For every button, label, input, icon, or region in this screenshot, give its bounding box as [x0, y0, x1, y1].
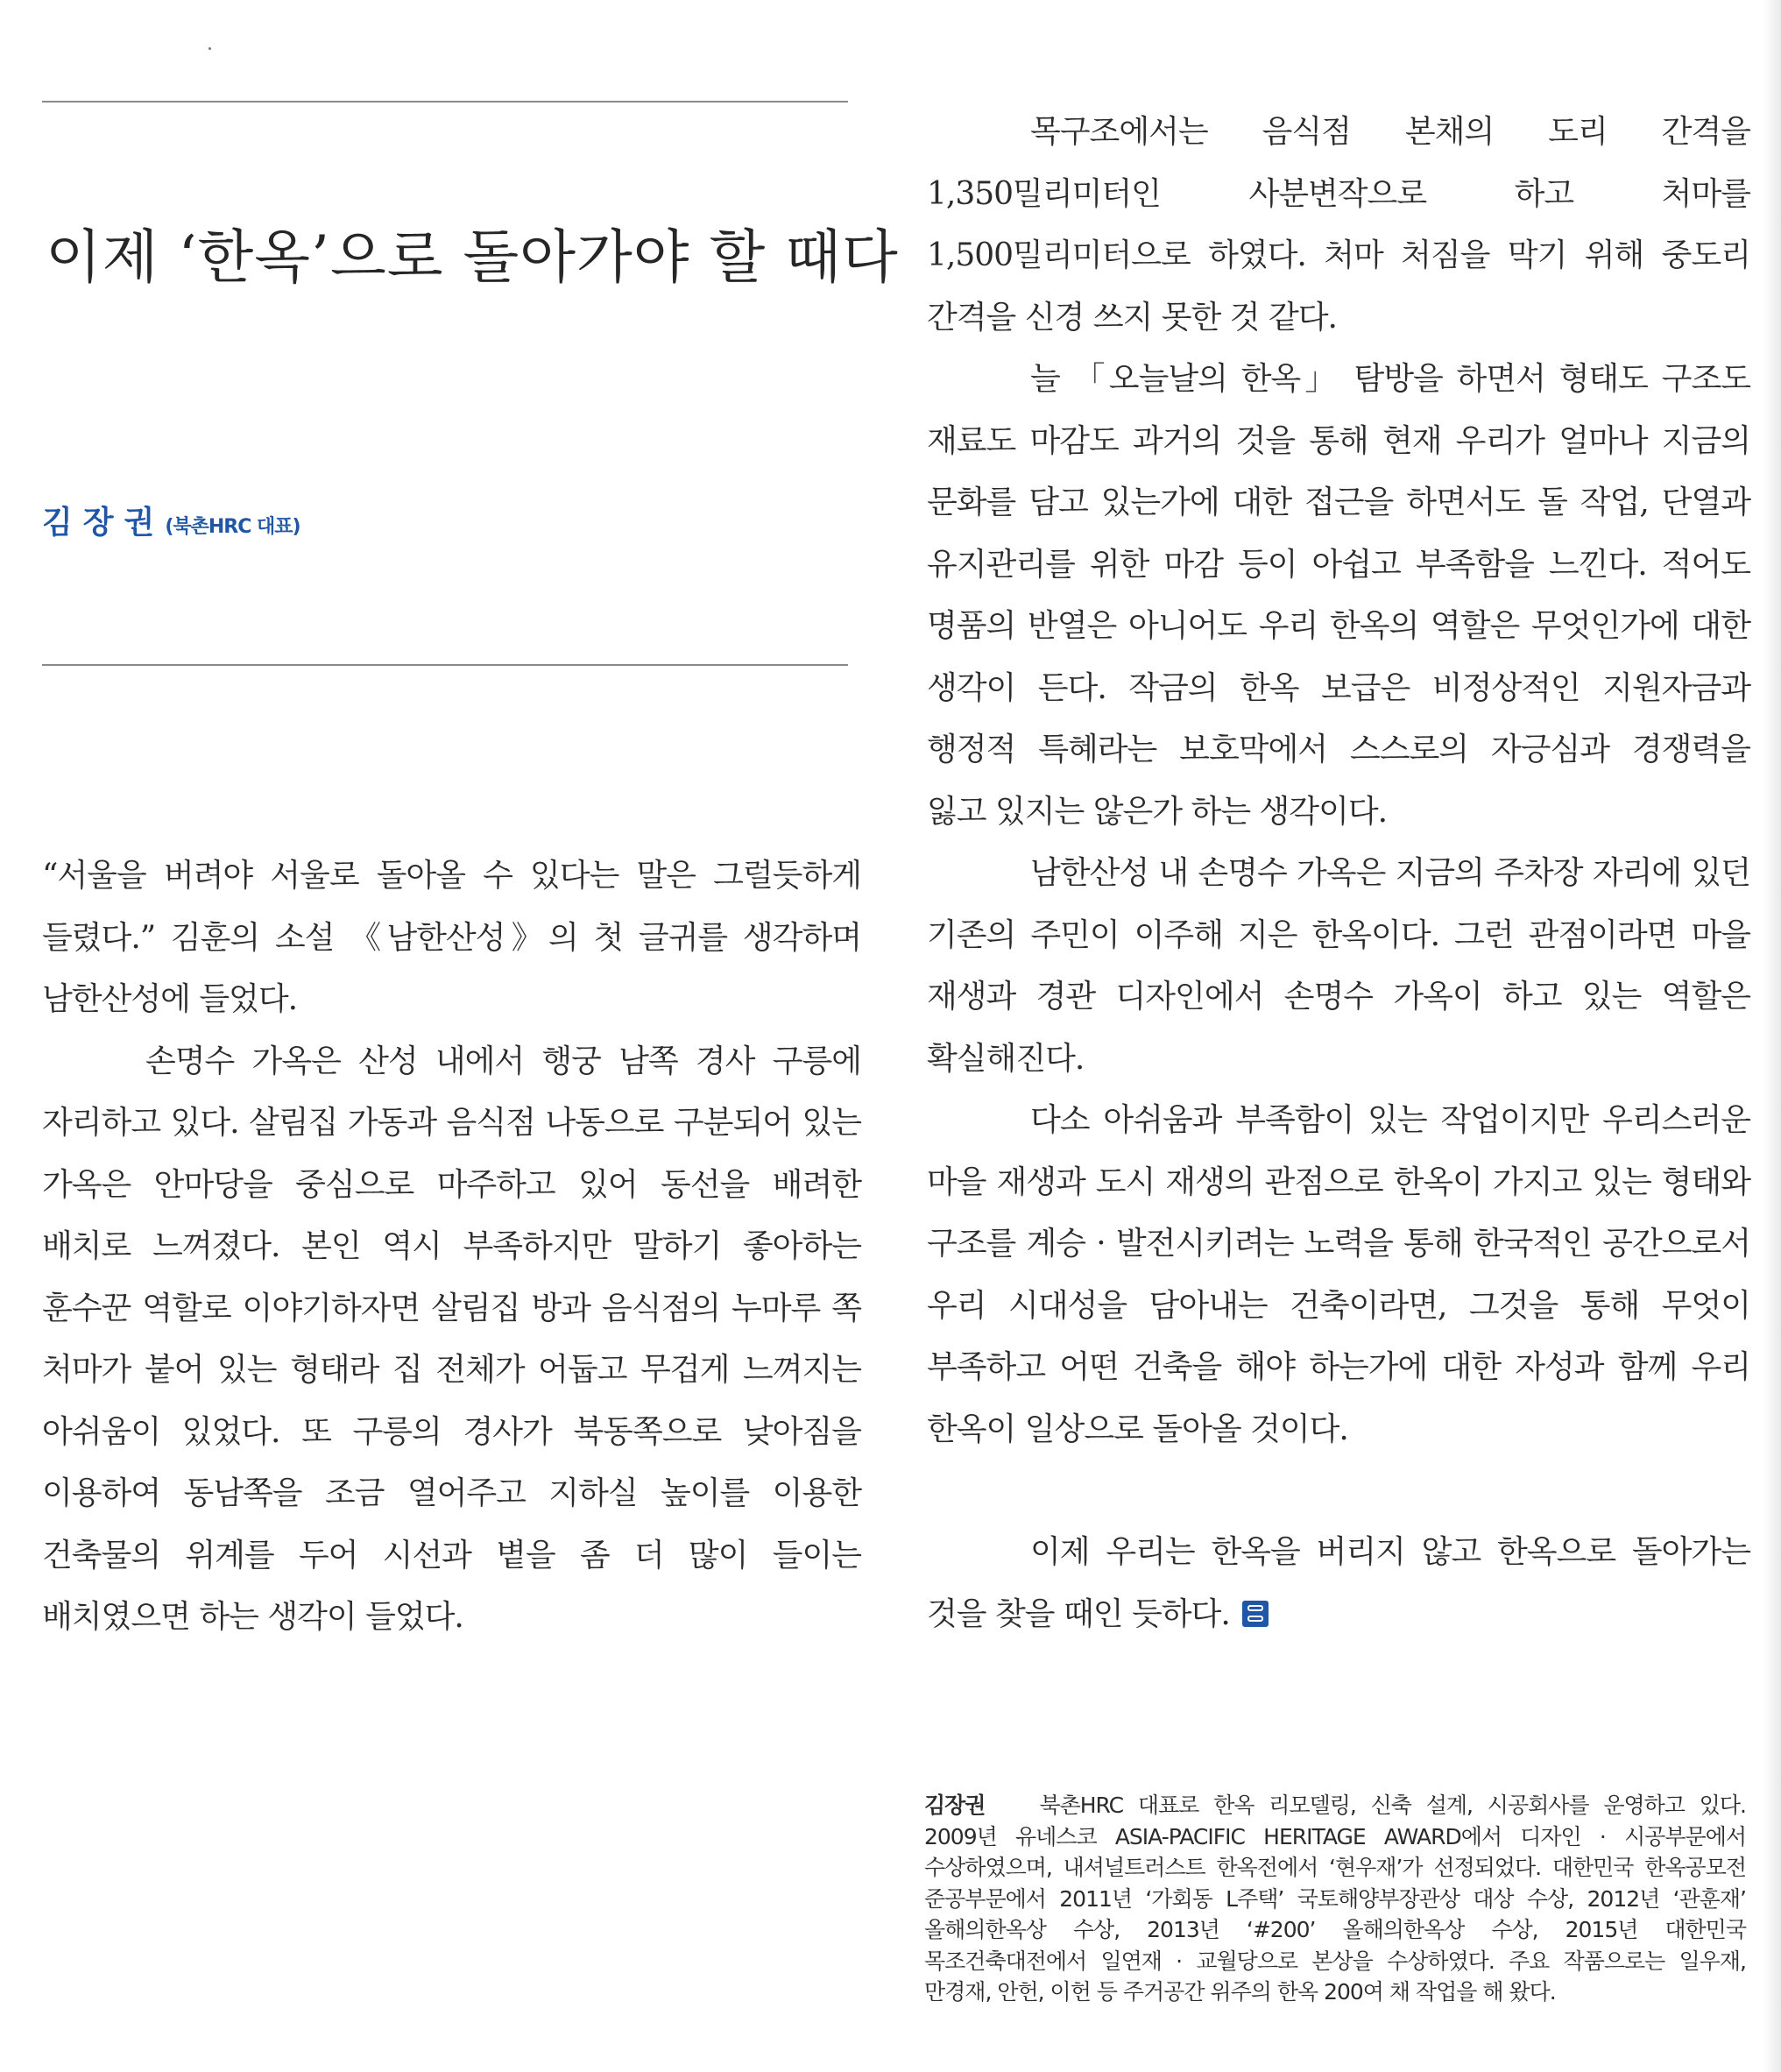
body-paragraph: “서울을 버려야 서울로 돌아올 수 있다는 말은 그럴듯하게 들렸다.” 김훈의 소설 《남한산성》의 첫 글귀를 생각하며 남한산성에 들었다. — [42, 858, 861, 1017]
body-paragraph: 다소 아쉬움과 부족함이 있는 작업이지만 우리스러운 마을 재생과 도시 재생의 관점으로 한옥이 가지고 있는 형태와 구조를 계승 · 발전시키려는 노력을 통해 한국적인 공간으로서 우리 시대성을 담아내는 건축이라면, 그것을 통해 무엇이 부족하고 어떤 건축을 해야 하는가에 대한 자성과 함께 우리 한옥이 일상으로 돌아올 것이다. — [927, 1102, 1750, 1447]
title-rule-top — [42, 101, 848, 103]
author-role: (북촌HRC 대표) — [165, 516, 300, 538]
hanok-end-mark-icon — [1242, 1601, 1269, 1627]
byline — [42, 498, 300, 542]
author-bio — [924, 1790, 1746, 2008]
body-paragraph: 목구조에서는 음식점 본채의 도리 간격을 1,350밀리미터인 사분변작으로 하고 처마를 1,500밀리미터으로 하였다. 처마 처짐을 막기 위해 중도리 간격을 신경 쓰지 못한 것 같다. — [927, 114, 1750, 336]
closing-paragraph — [927, 1522, 1750, 1645]
body-paragraph: 남한산성 내 손명수 가옥은 지금의 주차장 자리에 있던 기존의 주민이 이주해 지은 한옥이다. 그런 관점이라면 마을 재생과 경관 디자인에서 손명수 가옥이 하고 있는 역할은 확실해진다. — [927, 855, 1750, 1077]
paragraph-gap — [927, 1460, 1750, 1522]
left-column — [42, 845, 861, 1649]
body-paragraph: 손명수 가옥은 산성 내에서 행궁 남쪽 경사 구릉에 자리하고 있다. 살림집 가동과 음식점 나동으로 구분되어 있는 가옥은 안마당을 중심으로 마주하고 있어 동선을 배려한 배치로 느껴졌다. 본인 역시 부족하지만 말하기 좋아하는 훈수꾼 역할로 이야기하자면 살림집 방과 음식점의 누마루 쪽 처마가 붙어 있는 형태라 집 전체가 어둡고 무겁게 느껴지는 아쉬움이 있었다. 또 구릉의 경사가 북동쪽으로 낮아짐을 이용하여 동남쪽을 조금 열어주고 지하실 높이를 이용한 건축물의 위계를 두어 시선과 볕을 좀 더 많이 들이는 배치였으면 하는 생각이 들었다. — [42, 1043, 861, 1635]
body-paragraph: 늘 「오늘날의 한옥」 탐방을 하면서 형태도 구조도 재료도 마감도 과거의 것을 통해 현재 우리가 얼마나 지금의 문화를 담고 있는가에 대한 접근을 하면서도 돌 작업, 단열과 유지관리를 위한 마감 등이 아쉽고 부족함을 느낀다. 적어도 명품의 반열은 아니어도 우리 한옥의 역할은 무엇인가에 대한 생각이 든다. 작금의 한옥 보급은 비정상적인 지원자금과 행정적 특혜라는 보호막에서 스스로의 자긍심과 경쟁력을 잃고 있지는 않은가 하는 생각이다. — [927, 361, 1750, 830]
closing-text: 이제 우리는 한옥을 버리지 않고 한옥으로 돌아가는 것을 찾을 때인 듯하다. — [927, 1534, 1750, 1632]
bio-text: 북촌HRC 대표로 한옥 리모델링, 신축 설계, 시공회사를 운영하고 있다. 2009년 유네스코 ASIA-PACIFIC HERITAGE AWARD에서 디자인 · 시공부문에서 수상하였으며, 내셔널트러스트 한옥전에서 ‘현우재’가 선정되었다. 대한민국 한옥공모전 준공부문에서 2011년 ‘가회동 L주택’ 국토해양부장관상 대상 수상, 2012년 ‘관훈재’ 올해의한옥상 수상, 2013년 ‘#200’ 올해의한옥상 수상, 2015년 대한민국 목조건축대전에서 일연재 · 교월당으로 본상을 수상하였다. 주요 작품으로는 일우재, 만경재, 안헌, 이헌 등 주거공간 위주의 한옥 200여 채 작업을 해 왔다. — [924, 1793, 1746, 2005]
right-column — [927, 102, 1750, 1645]
article-title: 이제 ‘한옥’으로 돌아가야 할 때다 — [46, 223, 899, 291]
author-name: 김장권 — [42, 505, 166, 541]
page-edge-shadow — [1763, 0, 1781, 2072]
title-rule-bottom — [42, 664, 848, 666]
bio-name: 김장권 — [924, 1793, 986, 1818]
scan-speck — [208, 47, 211, 50]
